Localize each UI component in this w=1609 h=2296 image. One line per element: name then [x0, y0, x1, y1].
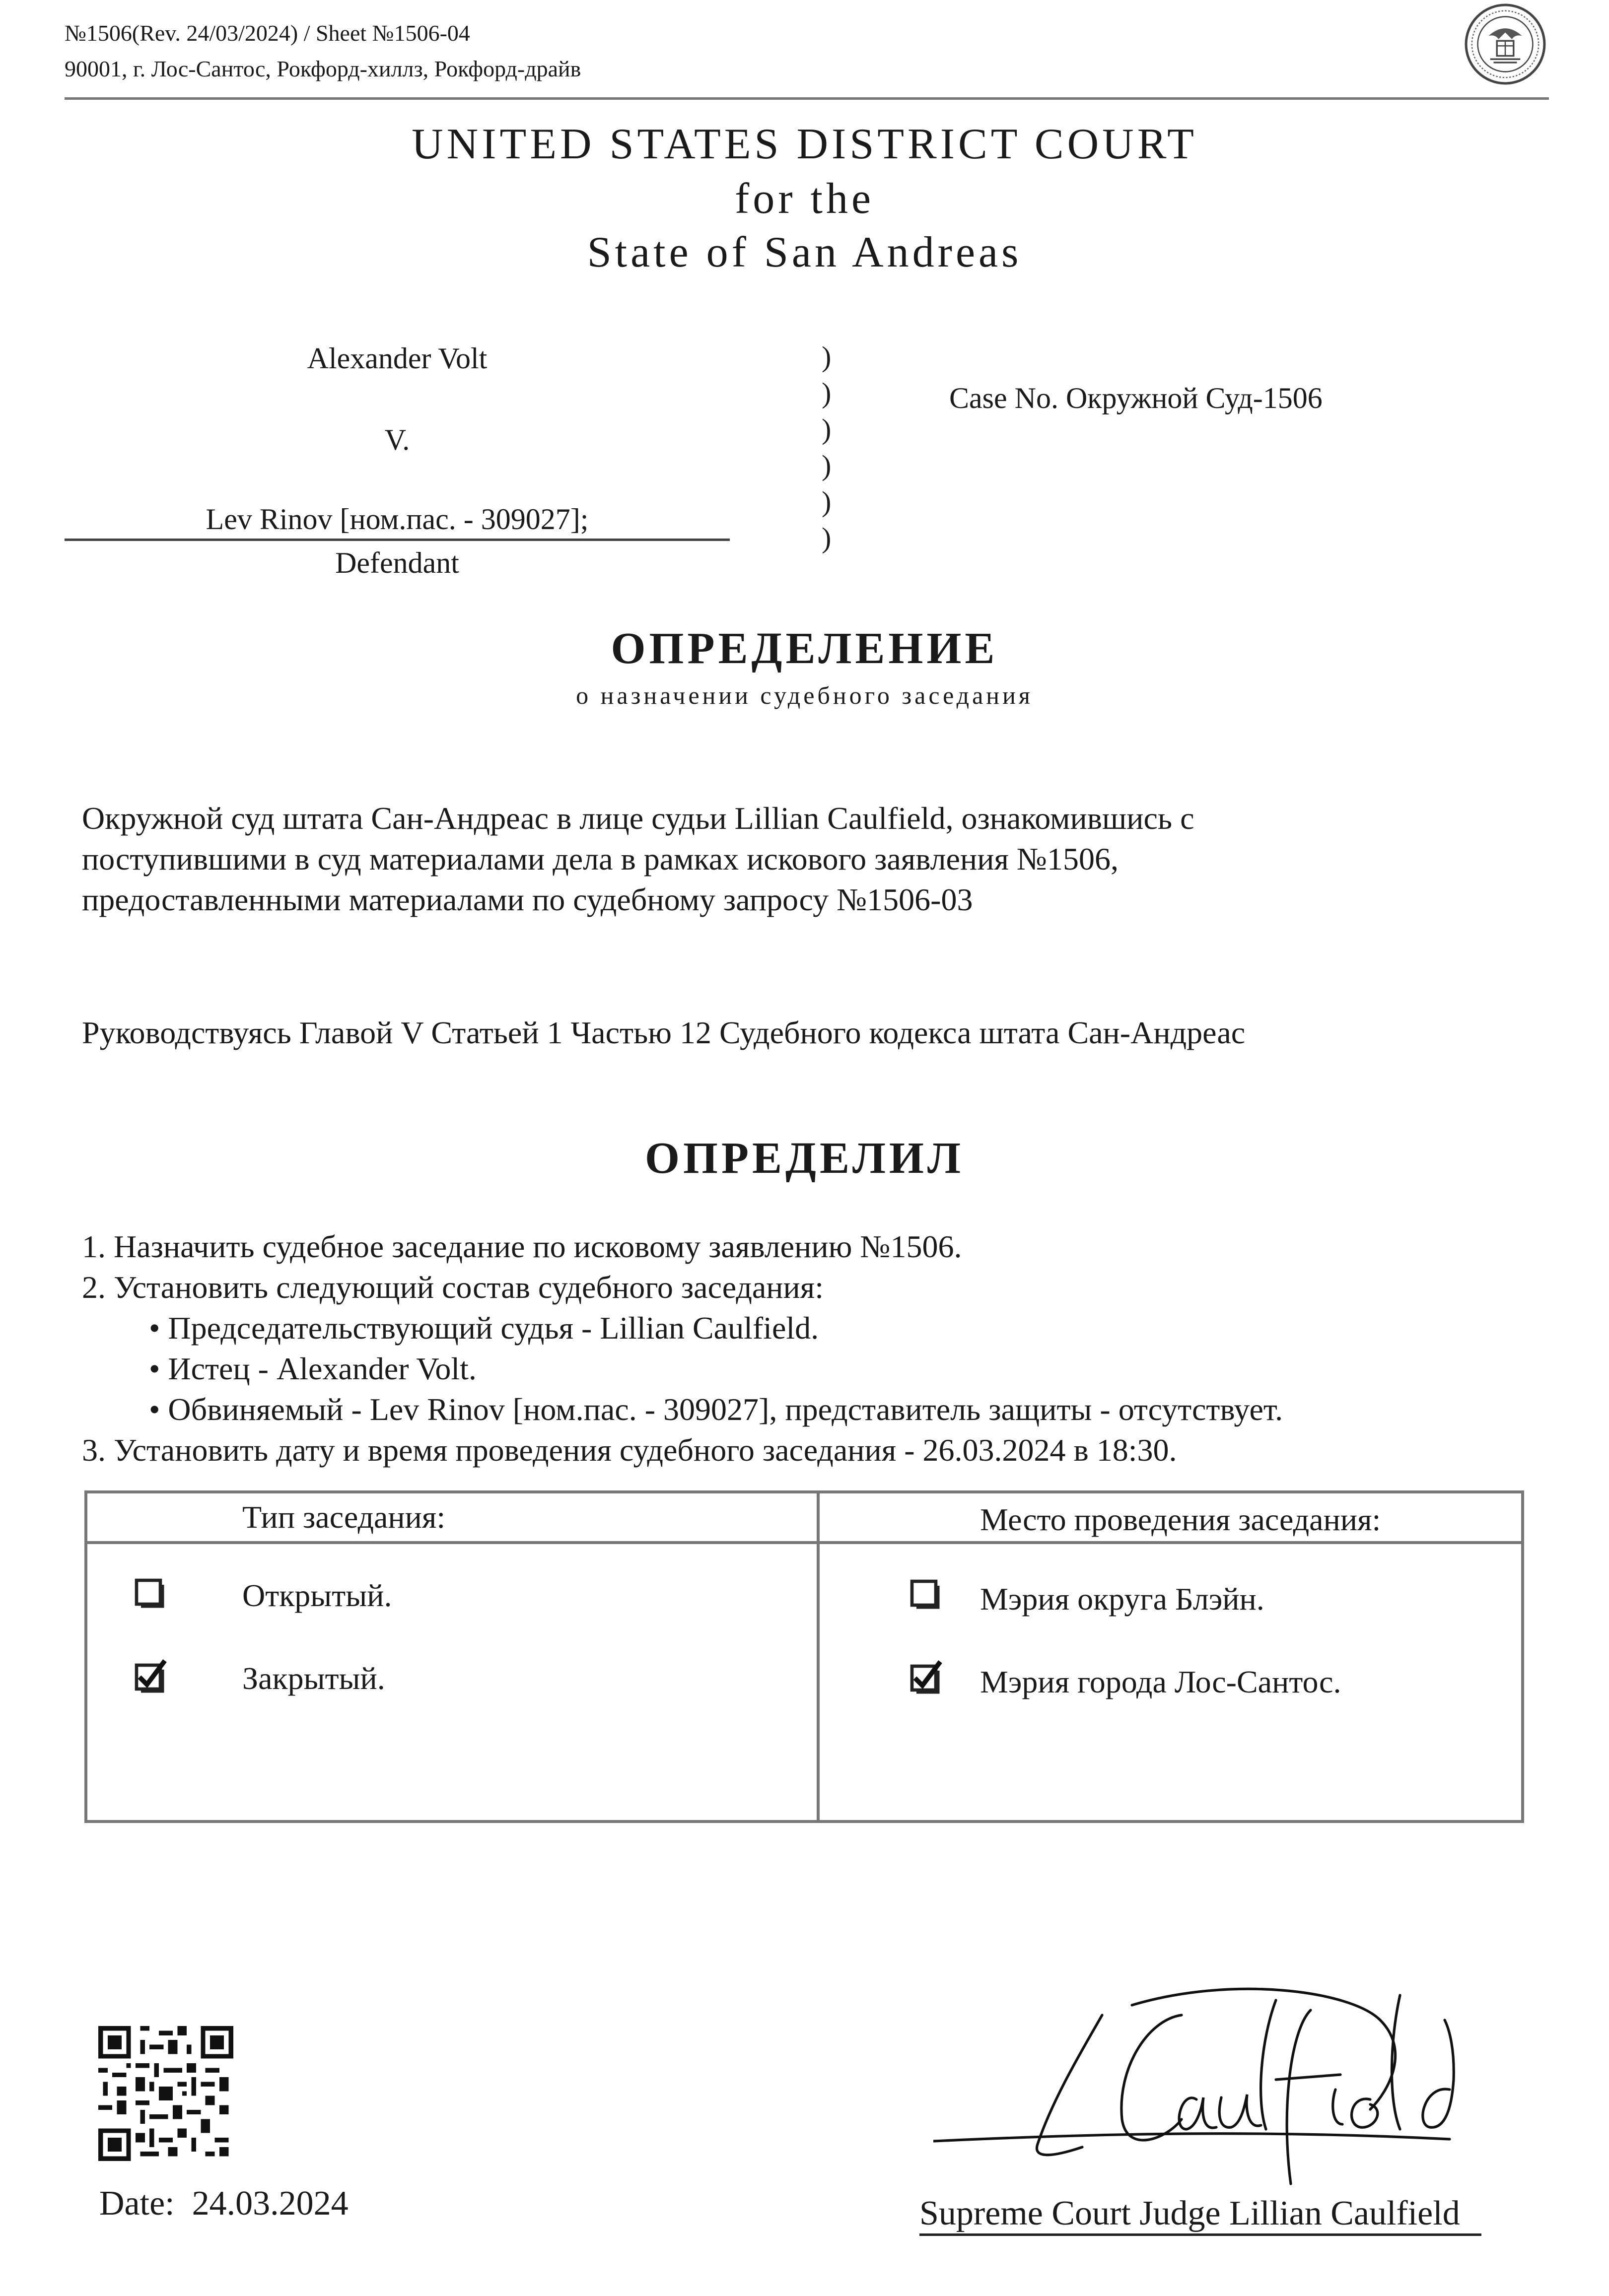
signature-underline	[919, 2233, 1481, 2236]
intro-line: Окружной суд штата Сан-Андреас в лице судьи Lillian Caulfield, ознакомившись с	[82, 801, 1194, 836]
intro-line: поступившими в суд материалами дела в рамках искового заявления №1506,	[82, 841, 1119, 877]
option-los-santos: Мэрия города Лос-Сантос.	[980, 1664, 1341, 1699]
composition-judge: • Председательствующий судья - Lillian Caulfield.	[149, 1310, 819, 1346]
caption-rule	[65, 539, 730, 541]
caption-paren: )	[822, 413, 832, 445]
case-number: Case No. Окружной Суд-1506	[949, 382, 1323, 414]
document-subtitle: о назначении судебного заседания	[576, 681, 1033, 709]
legal-basis: Руководствуясь Главой V Статьей 1 Частью 12 Судебного кодекса штата Сан-Андреас	[82, 1015, 1246, 1050]
date-label: Date:	[99, 2184, 175, 2223]
date-value: 24.03.2024	[192, 2184, 349, 2223]
session-venue-header: Место проведения заседания:	[980, 1502, 1381, 1537]
document-title: ОПРЕДЕЛЕНИЕ	[611, 624, 998, 673]
court-name-line3: State of San Andreas	[587, 228, 1022, 276]
intro-line: предоставленными материалами по судебному запросу №1506-03	[82, 882, 973, 917]
plaintiff-name: Alexander Volt	[307, 342, 488, 375]
option-closed-session: Закрытый.	[242, 1661, 385, 1696]
table-header-divider	[84, 1541, 1524, 1544]
composition-defendant: • Обвиняемый - Lev Rinov [ном.пас. - 309027], представитель защиты - отсутствует.	[149, 1392, 1283, 1427]
caption-paren: )	[822, 377, 832, 409]
option-blaine-county: Мэрия округа Блэйн.	[980, 1581, 1264, 1617]
session-type-header: Тип заседания:	[242, 1499, 446, 1535]
caption-paren: )	[822, 522, 832, 554]
decision-item-1: 1. Назначить судебное заседание по исковому заявлению №1506.	[82, 1229, 962, 1264]
decision-item-3: 3. Установить дату и время проведения судебного заседания - 26.03.2024 в 18:30.	[82, 1432, 1177, 1468]
defendant-name: Lev Rinov [ном.пас. - 309027];	[206, 503, 589, 536]
signer-title: Supreme Court Judge Lillian Caulfield	[919, 2194, 1460, 2232]
form-number: №1506(Rev. 24/03/2024) / Sheet №1506-04	[65, 20, 470, 46]
qr-code-icon	[98, 2026, 233, 2161]
session-table	[84, 1490, 1524, 1823]
caption-paren: )	[822, 485, 832, 518]
date-block	[99, 2184, 349, 2224]
caption-paren: )	[822, 449, 832, 481]
checkbox-blaine-county[interactable]	[908, 1577, 943, 1613]
decision-item-2: 2. Установить следующий состав судебного заседания:	[82, 1270, 824, 1305]
versus-label: V.	[384, 423, 410, 456]
decision-title: ОПРЕДЕЛИЛ	[645, 1134, 964, 1183]
checkbox-closed-session-checked[interactable]	[132, 1658, 168, 1693]
checkbox-open-session[interactable]	[132, 1576, 168, 1612]
handwritten-signature	[933, 1980, 1469, 2189]
defendant-role: Defendant	[335, 546, 459, 579]
header-divider	[65, 97, 1549, 100]
table-column-divider	[817, 1490, 820, 1823]
caption-paren: )	[822, 340, 832, 373]
option-open-session: Открытый.	[242, 1578, 392, 1613]
composition-plaintiff: • Истец - Alexander Volt.	[149, 1351, 477, 1386]
court-name-line1: UNITED STATES DISTRICT COURT	[412, 120, 1197, 168]
checkbox-los-santos-checked[interactable]	[908, 1659, 943, 1694]
court-name-line2: for the	[734, 175, 875, 223]
court-address: 90001, г. Лос-Сантос, Рокфорд-хиллз, Рокфорд-драйв	[65, 56, 581, 81]
court-seal-icon	[1464, 2, 1547, 86]
